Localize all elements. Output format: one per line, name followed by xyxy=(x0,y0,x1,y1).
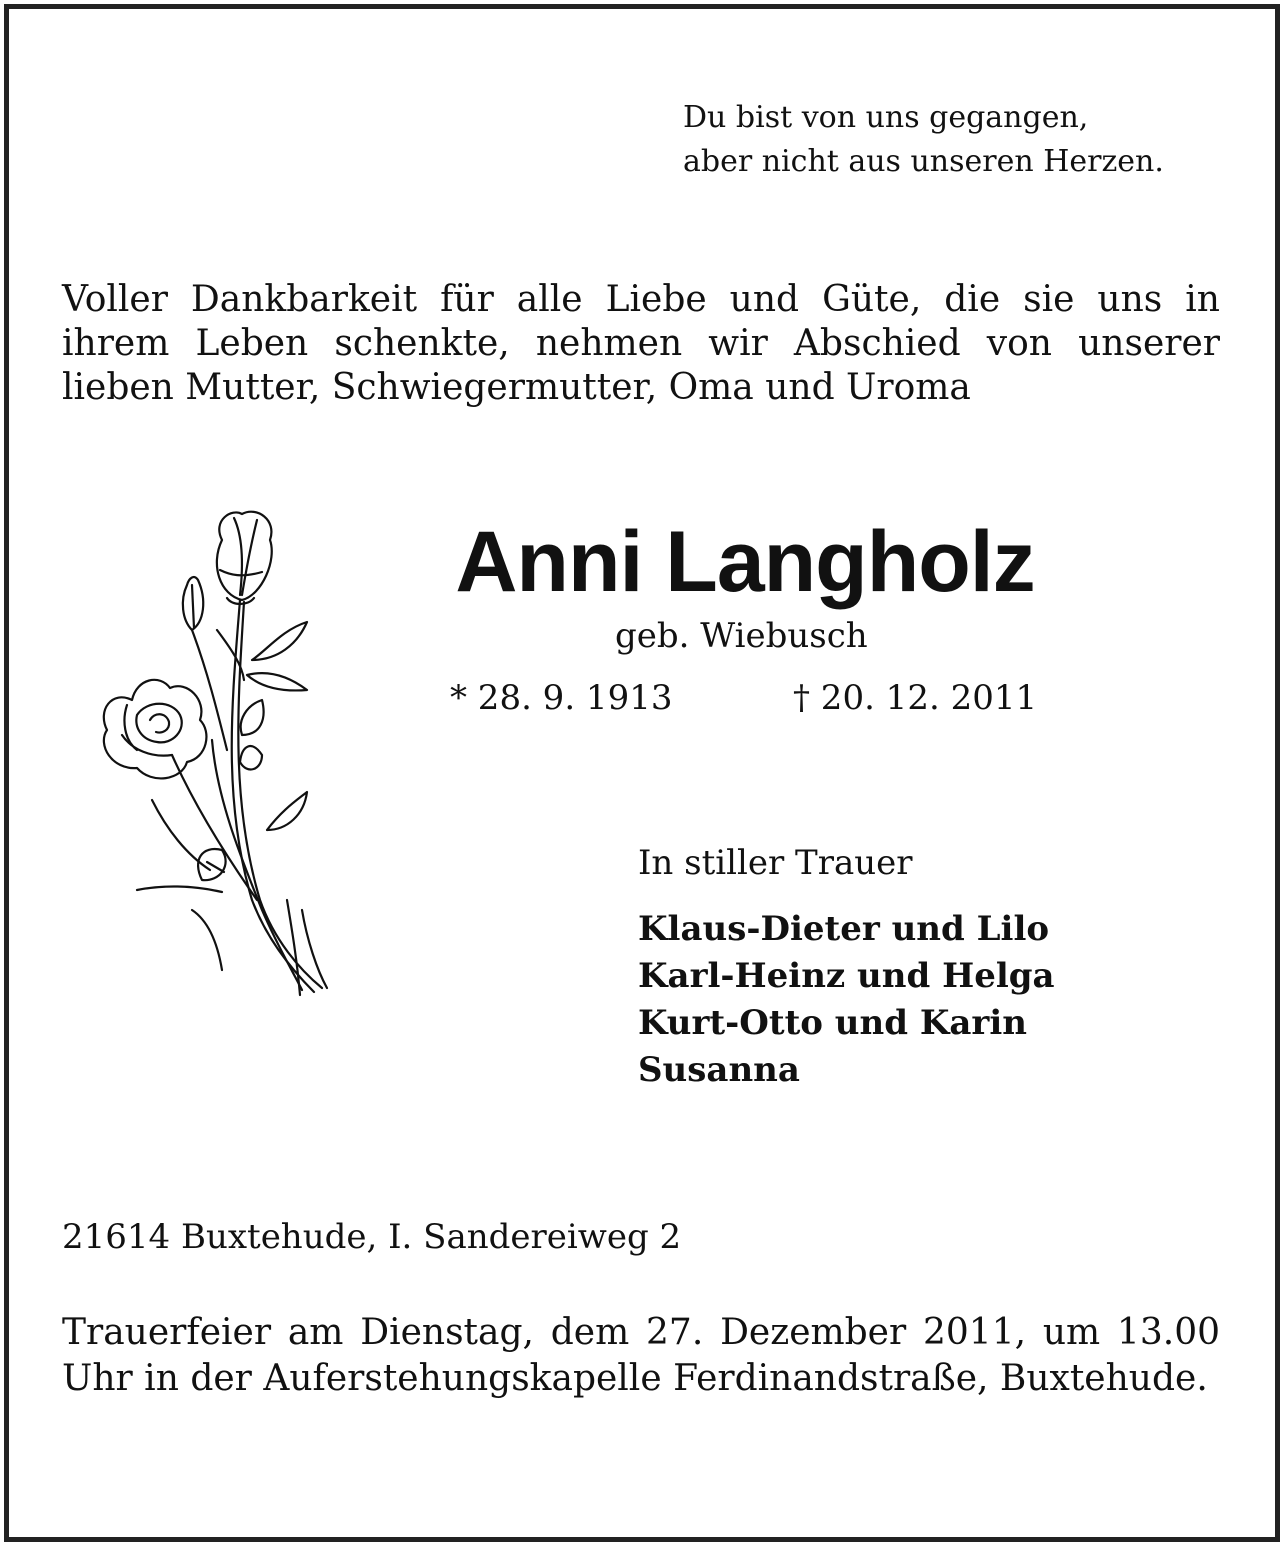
mourner-name: Karl-Heinz und Helga xyxy=(638,956,1055,996)
motto xyxy=(683,96,1164,184)
death-date: † 20. 12. 2011 xyxy=(793,678,1038,718)
maiden-name: geb. Wiebusch xyxy=(615,616,868,656)
funeral-service-info: Trauerfeier am Dienstag, dem 27. Dezember 2011, um 13.00 Uhr in der Auferstehungskapelle Ferdinandstraße, Buxtehude. xyxy=(62,1312,1220,1399)
mourner-name: Kurt-Otto und Karin xyxy=(638,1003,1027,1043)
deceased-name: Anni Langholz xyxy=(455,514,1035,610)
mourner-name: Susanna xyxy=(638,1050,800,1090)
mourner-name: Klaus-Dieter und Lilo xyxy=(638,909,1050,949)
birth-date: * 28. 9. 1913 xyxy=(450,678,673,718)
mourner-list xyxy=(638,906,1055,1094)
intro-text: Voller Dankbarkeit für alle Liebe und Güte, die sie uns in ihrem Leben schenkte, nehmen wir Abschied von unserer lieben Mutter, Schwiegermutter, Oma und Uroma xyxy=(62,279,1220,408)
motto-line-1: Du bist von uns gegangen, xyxy=(683,100,1089,135)
rose-drawing-icon xyxy=(92,500,342,1010)
family-address: 21614 Buxtehude, I. Sandereiweg 2 xyxy=(62,1217,682,1257)
mourning-heading: In stiller Trauer xyxy=(638,843,913,883)
motto-line-2: aber nicht aus unseren Herzen. xyxy=(683,144,1164,179)
